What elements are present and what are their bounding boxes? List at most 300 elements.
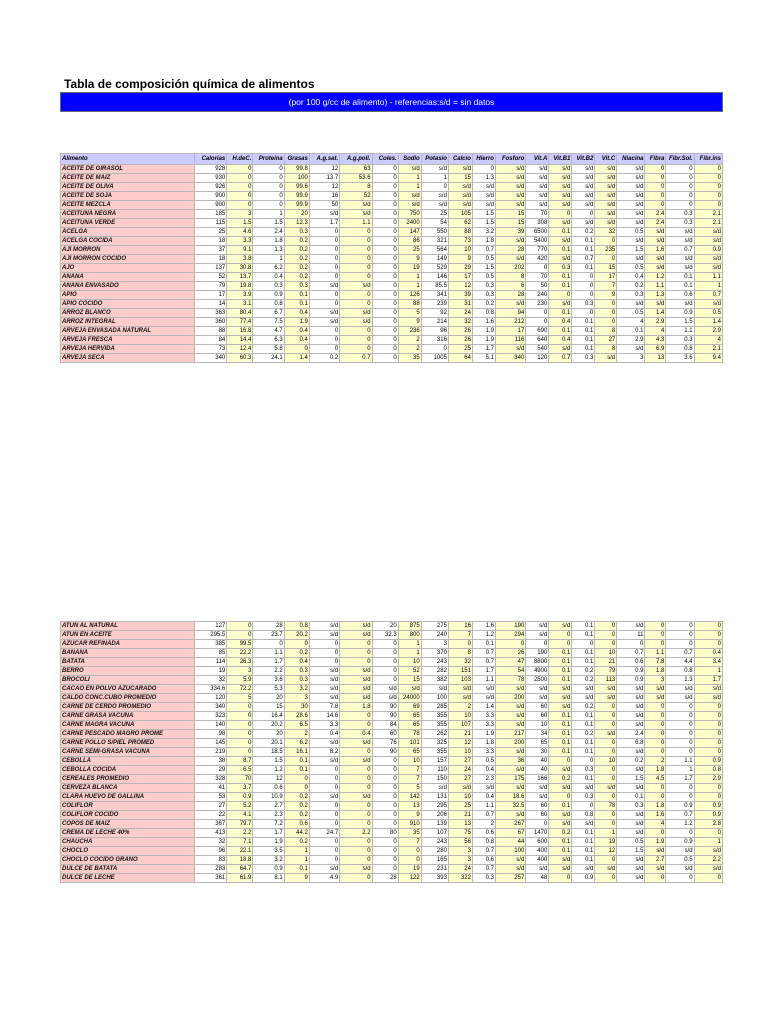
value-cell: s/d (617, 219, 645, 228)
value-cell: 1.2 (472, 631, 495, 640)
value-cell: 0 (526, 264, 549, 273)
value-cell: 5.8 (253, 345, 284, 354)
value-cell: s/d (666, 847, 694, 856)
value-cell: 282 (421, 667, 448, 676)
value-cell: 0 (595, 318, 617, 327)
value-cell: 32.5 (495, 802, 525, 811)
value-cell: 20 (284, 210, 309, 219)
value-cell: s/d (549, 784, 572, 793)
value-cell: 62 (448, 219, 472, 228)
value-cell: s/d (549, 856, 572, 865)
value-cell: 10 (398, 757, 421, 766)
table-row (61, 210, 723, 219)
value-cell: 0 (694, 640, 722, 649)
value-cell: 3.3 (472, 712, 495, 721)
value-cell: 0.2 (572, 667, 595, 676)
value-cell: s/d (549, 685, 572, 694)
value-cell: 75 (448, 829, 472, 838)
value-cell: s/d (666, 264, 694, 273)
value-cell: 0.1 (472, 640, 495, 649)
value-cell: 0.1 (284, 300, 309, 309)
value-cell: 0 (372, 246, 398, 255)
value-cell: 1.9 (472, 730, 495, 739)
value-cell: s/d (572, 694, 595, 703)
value-cell: 0.2 (284, 246, 309, 255)
value-cell: 0 (309, 264, 339, 273)
value-cell: 1.9 (284, 318, 309, 327)
value-cell: 0.4 (340, 730, 372, 739)
value-cell: s/d (694, 865, 722, 874)
value-cell: s/d (472, 694, 495, 703)
value-cell: s/d (666, 865, 694, 874)
value-cell: 0 (495, 640, 525, 649)
value-cell: 21 (448, 730, 472, 739)
value-cell: 0.1 (549, 838, 572, 847)
value-cell: s/d (495, 201, 525, 210)
value-cell: 1 (398, 174, 421, 183)
value-cell: 0 (572, 282, 595, 291)
value-cell: 0 (309, 291, 339, 300)
value-cell: 6.2 (253, 264, 284, 273)
value-cell: 1.1 (694, 273, 722, 282)
value-cell: s/d (549, 174, 572, 183)
value-cell: 0.4 (253, 273, 284, 282)
value-cell: 0.4 (284, 309, 309, 318)
value-cell: s/d (645, 237, 666, 246)
value-cell: 285 (421, 703, 448, 712)
value-cell: 0 (448, 640, 472, 649)
value-cell: 0 (694, 631, 722, 640)
value-cell: 0 (309, 228, 339, 237)
table-row (61, 829, 723, 838)
value-cell: 0 (595, 309, 617, 318)
value-cell: 10.9 (253, 793, 284, 802)
table-row (61, 757, 723, 766)
value-cell: 0.3 (549, 264, 572, 273)
value-cell: 1.8 (645, 802, 666, 811)
value-cell: s/d (340, 318, 372, 327)
column-header: Calorias (194, 154, 226, 165)
value-cell: 0.2 (284, 802, 309, 811)
column-header: Fibra (645, 154, 666, 165)
value-cell: s/d (495, 703, 525, 712)
value-cell: 26 (448, 336, 472, 345)
value-cell: 44 (495, 838, 525, 847)
value-cell: 2 (398, 336, 421, 345)
food-name-cell: CARNE SEMI-GRASA VACUNA (61, 748, 195, 757)
value-cell: 0 (645, 165, 666, 174)
value-cell: 3 (227, 667, 253, 676)
value-cell: 0 (694, 721, 722, 730)
value-cell: 280 (421, 847, 448, 856)
value-cell: s/d (526, 694, 549, 703)
value-cell: 0 (340, 255, 372, 264)
food-name-cell: CHOCLO (61, 847, 195, 856)
value-cell: 900 (194, 192, 226, 201)
value-cell: 13 (448, 820, 472, 829)
value-cell: 4 (694, 336, 722, 345)
value-cell: 0.2 (549, 775, 572, 784)
value-cell: 9.1 (227, 246, 253, 255)
value-cell: 0.1 (572, 856, 595, 865)
value-cell: 20.2 (253, 721, 284, 730)
value-cell: s/d (421, 685, 448, 694)
value-cell: 0 (645, 622, 666, 631)
value-cell: s/d (617, 694, 645, 703)
value-cell: 0.4 (472, 793, 495, 802)
value-cell: 60.3 (227, 354, 253, 363)
value-cell: 0.2 (284, 237, 309, 246)
value-cell: 7 (448, 631, 472, 640)
value-cell: s/d (549, 192, 572, 201)
value-cell: 5 (398, 309, 421, 318)
value-cell: 12 (448, 282, 472, 291)
value-cell: 200 (495, 694, 525, 703)
value-cell: 3 (421, 640, 448, 649)
value-cell: 1 (398, 273, 421, 282)
value-cell: 0.5 (617, 264, 645, 273)
value-cell: 165 (421, 856, 448, 865)
value-cell: s/d (572, 784, 595, 793)
value-cell: 0 (694, 784, 722, 793)
value-cell: 0.9 (666, 838, 694, 847)
value-cell: 367 (194, 820, 226, 829)
value-cell: 334.6 (194, 685, 226, 694)
value-cell: 0 (372, 847, 398, 856)
value-cell: 12 (595, 847, 617, 856)
column-header: Grasas (284, 154, 309, 165)
food-name-cell: CARNE PESCADO MAGRO PROME (61, 730, 195, 739)
value-cell: 0.9 (572, 874, 595, 883)
value-cell: 78 (495, 676, 525, 685)
value-cell: 206 (421, 811, 448, 820)
value-cell: 0 (572, 640, 595, 649)
food-name-cell: ATUN AL NATURAL (61, 622, 195, 631)
value-cell: s/d (526, 165, 549, 174)
value-cell: 0 (372, 201, 398, 210)
value-cell: s/d (645, 228, 666, 237)
value-cell: 0.7 (549, 354, 572, 363)
value-cell: s/d (617, 856, 645, 865)
value-cell: 18 (194, 237, 226, 246)
value-cell: s/d (617, 210, 645, 219)
value-cell: 88 (398, 300, 421, 309)
value-cell: s/d (309, 685, 339, 694)
value-cell: 0.1 (572, 838, 595, 847)
value-cell: 316 (421, 336, 448, 345)
value-cell: 101 (398, 739, 421, 748)
value-cell: 0.3 (284, 282, 309, 291)
value-cell: 0.4 (284, 658, 309, 667)
value-cell: s/d (549, 183, 572, 192)
value-cell: 0 (340, 327, 372, 336)
table-row (61, 318, 723, 327)
value-cell: 0 (645, 829, 666, 838)
value-cell: 0 (309, 820, 339, 829)
value-cell: 20 (253, 694, 284, 703)
value-cell: 0 (253, 192, 284, 201)
value-cell: 8.1 (253, 874, 284, 883)
value-cell: 21 (448, 811, 472, 820)
value-cell: 0 (645, 721, 666, 730)
value-cell: 1.7 (666, 775, 694, 784)
value-cell: 10 (526, 721, 549, 730)
value-cell: 0 (284, 775, 309, 784)
value-cell: 88 (448, 228, 472, 237)
value-cell: 1.4 (694, 318, 722, 327)
value-cell: 0.2 (284, 811, 309, 820)
value-cell: 0.1 (549, 246, 572, 255)
value-cell: 0 (372, 282, 398, 291)
value-cell: 0 (595, 237, 617, 246)
value-cell: 7.2 (253, 820, 284, 829)
food-name-cell: AJO (61, 264, 195, 273)
value-cell: 0 (309, 775, 339, 784)
value-cell: s/d (472, 784, 495, 793)
value-cell: 355 (421, 721, 448, 730)
value-cell: 50 (309, 201, 339, 210)
value-cell: s/d (309, 282, 339, 291)
value-cell: 99.8 (284, 165, 309, 174)
value-cell: 30 (526, 748, 549, 757)
value-cell: 0.1 (284, 766, 309, 775)
value-cell: 7.8 (309, 703, 339, 712)
value-cell: 3.1 (227, 300, 253, 309)
value-cell: 1.7 (472, 345, 495, 354)
value-cell: 85.5 (421, 282, 448, 291)
value-cell: 3.6 (253, 676, 284, 685)
value-cell: 1.5 (253, 219, 284, 228)
value-cell: s/d (398, 192, 421, 201)
value-cell: 0 (340, 784, 372, 793)
value-cell: s/d (309, 694, 339, 703)
value-cell: s/d (666, 255, 694, 264)
value-cell: 1.1 (472, 802, 495, 811)
food-name-cell: APIO (61, 291, 195, 300)
value-cell: 79 (595, 667, 617, 676)
value-cell: s/d (549, 766, 572, 775)
value-cell: 1 (694, 838, 722, 847)
value-cell: 0 (694, 192, 722, 201)
value-cell: 29 (448, 264, 472, 273)
value-cell: 0.7 (472, 847, 495, 856)
value-cell: 84 (372, 721, 398, 730)
value-cell: 0.7 (472, 649, 495, 658)
food-name-cell: ARVEJA SECA (61, 354, 195, 363)
value-cell: s/d (645, 847, 666, 856)
value-cell: 1.1 (340, 219, 372, 228)
value-cell: 96 (194, 847, 226, 856)
value-cell: s/d (340, 676, 372, 685)
value-cell: 1.3 (253, 246, 284, 255)
value-cell: 0 (372, 291, 398, 300)
value-cell: s/d (617, 721, 645, 730)
value-cell: 0.8 (694, 766, 722, 775)
food-name-cell: COLIFLOR (61, 802, 195, 811)
value-cell: 25 (398, 246, 421, 255)
value-cell: 0.3 (572, 300, 595, 309)
value-cell: 0 (309, 766, 339, 775)
value-cell: 0.8 (284, 622, 309, 631)
value-cell: 3.2 (253, 856, 284, 865)
value-cell: 0 (309, 649, 339, 658)
value-cell: 0.3 (472, 291, 495, 300)
value-cell: 1.2 (253, 766, 284, 775)
value-cell: 17 (595, 273, 617, 282)
table-row (61, 775, 723, 784)
value-cell: 1.9 (645, 838, 666, 847)
value-cell: 295.5 (194, 631, 226, 640)
food-name-cell: AJI MORRON (61, 246, 195, 255)
value-cell: 80.4 (227, 309, 253, 318)
value-cell: 0 (595, 775, 617, 784)
value-cell: 0.3 (472, 282, 495, 291)
value-cell: 12.3 (284, 219, 309, 228)
value-cell: 38 (194, 757, 226, 766)
value-cell: 0 (595, 640, 617, 649)
value-cell: 29 (194, 766, 226, 775)
food-name-cell: CEREALES PROMEDIO (61, 775, 195, 784)
value-cell: s/d (309, 676, 339, 685)
value-cell: 1.9 (472, 336, 495, 345)
value-cell: 107 (421, 829, 448, 838)
value-cell: 27 (595, 336, 617, 345)
value-cell: 0.3 (666, 336, 694, 345)
value-cell: 11 (617, 631, 645, 640)
value-cell: s/d (309, 865, 339, 874)
value-cell: 27 (448, 775, 472, 784)
value-cell: 0.1 (572, 712, 595, 721)
value-cell: 3 (645, 676, 666, 685)
value-cell: 1.6 (645, 246, 666, 255)
table-row (61, 246, 723, 255)
value-cell: 54 (495, 667, 525, 676)
value-cell: 0 (340, 811, 372, 820)
value-cell: 2.9 (694, 775, 722, 784)
value-cell: 0 (372, 856, 398, 865)
value-cell: 0.6 (666, 291, 694, 300)
value-cell: 0 (309, 300, 339, 309)
value-cell: 3.3 (472, 721, 495, 730)
food-name-cell: ANANA ENVASADO (61, 282, 195, 291)
value-cell: 21 (595, 658, 617, 667)
value-cell: 0 (372, 345, 398, 354)
value-cell: 190 (526, 649, 549, 658)
value-cell: 0 (372, 336, 398, 345)
value-cell: 200 (495, 739, 525, 748)
value-cell: 15 (253, 703, 284, 712)
value-cell: 0 (372, 255, 398, 264)
column-header: Fibr.ins (694, 154, 722, 165)
value-cell: 4.5 (645, 775, 666, 784)
value-cell: 0 (595, 874, 617, 883)
value-cell: 0.1 (549, 327, 572, 336)
value-cell: s/d (495, 300, 525, 309)
value-cell: 3.3 (472, 748, 495, 757)
value-cell: 40 (526, 766, 549, 775)
value-cell: 0.3 (617, 291, 645, 300)
value-cell: 20.2 (284, 631, 309, 640)
table-row (61, 309, 723, 318)
value-cell: 22 (194, 811, 226, 820)
value-cell: 8800 (526, 658, 549, 667)
value-cell: 1.5 (472, 219, 495, 228)
value-cell: 5 (398, 784, 421, 793)
value-cell: 2 (284, 730, 309, 739)
value-cell: 0.1 (549, 228, 572, 237)
value-cell: 24.1 (253, 354, 284, 363)
value-cell: s/d (340, 622, 372, 631)
value-cell: 3 (284, 694, 309, 703)
value-cell: s/d (340, 201, 372, 210)
value-cell: 54 (421, 219, 448, 228)
value-cell: 0 (309, 640, 339, 649)
value-cell: 1.3 (645, 291, 666, 300)
value-cell: s/d (495, 856, 525, 865)
column-header: Sodio (398, 154, 421, 165)
value-cell: s/d (495, 183, 525, 192)
food-name-cell: CEBOLLA (61, 757, 195, 766)
value-cell: 0.1 (549, 649, 572, 658)
value-cell: 0 (372, 219, 398, 228)
value-cell: 2.9 (694, 327, 722, 336)
value-cell: 370 (421, 649, 448, 658)
value-cell: 94 (495, 309, 525, 318)
value-cell: 26 (448, 327, 472, 336)
value-cell: 0 (645, 631, 666, 640)
food-name-cell: CEBOLLA COCIDA (61, 766, 195, 775)
value-cell: s/d (595, 174, 617, 183)
value-cell: 0 (372, 802, 398, 811)
value-cell: 18.8 (227, 856, 253, 865)
value-cell: 28 (253, 622, 284, 631)
value-cell: s/d (666, 300, 694, 309)
value-cell: s/d (340, 757, 372, 766)
units-banner: (por 100 g/cc de alimento) - referencias:s/d = sin datos (60, 92, 723, 112)
value-cell: 0.2 (572, 676, 595, 685)
value-cell: s/d (694, 255, 722, 264)
value-cell: 3 (227, 210, 253, 219)
value-cell: 0 (227, 174, 253, 183)
value-cell: 2 (645, 757, 666, 766)
value-cell: 800 (398, 631, 421, 640)
value-cell: 0.4 (617, 273, 645, 282)
value-cell: 0.6 (253, 784, 284, 793)
value-cell: 2.7 (253, 802, 284, 811)
food-name-cell: BANANA (61, 649, 195, 658)
value-cell: 0 (340, 775, 372, 784)
value-cell: 0.1 (572, 336, 595, 345)
value-cell: 9 (398, 811, 421, 820)
table-row (61, 273, 723, 282)
value-cell: 0 (572, 309, 595, 318)
value-cell: 18.6 (495, 793, 525, 802)
value-cell: 1 (398, 649, 421, 658)
value-cell: 1470 (526, 829, 549, 838)
value-cell: 0 (645, 712, 666, 721)
value-cell: s/d (595, 210, 617, 219)
value-cell: s/d (421, 201, 448, 210)
value-cell: 3.3 (227, 237, 253, 246)
value-cell: 0 (309, 802, 339, 811)
value-cell: 0 (595, 721, 617, 730)
value-cell: s/d (526, 174, 549, 183)
value-cell: 1005 (421, 354, 448, 363)
value-cell: 1.7 (309, 219, 339, 228)
value-cell: s/d (549, 165, 572, 174)
value-cell: 1.4 (284, 354, 309, 363)
value-cell: 2 (472, 820, 495, 829)
